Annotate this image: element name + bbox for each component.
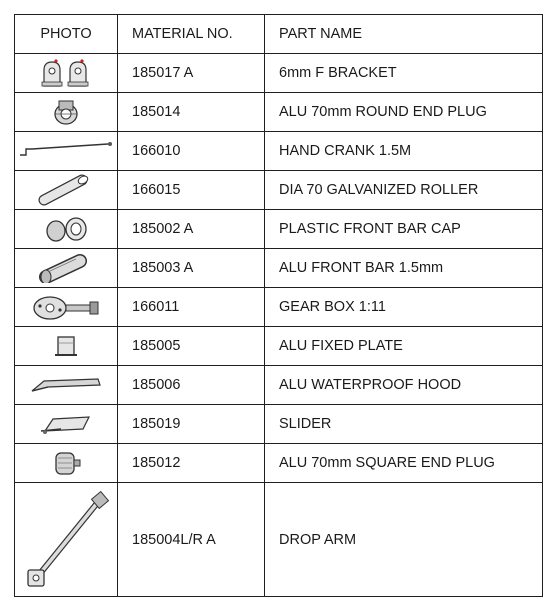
- material-no-cell: 185019: [118, 405, 265, 444]
- slider-icon: [31, 411, 101, 437]
- photo-cell: [15, 405, 118, 444]
- header-material-no: MATERIAL NO.: [118, 15, 265, 54]
- hand-crank-icon: [16, 139, 116, 163]
- photo-cell: [15, 132, 118, 171]
- material-no-cell: 185004L/R A: [118, 483, 265, 597]
- photo-cell: [15, 210, 118, 249]
- photo-cell: [15, 249, 118, 288]
- photo-cell: [15, 171, 118, 210]
- part-name-cell: ALU 70mm SQUARE END PLUG: [265, 444, 543, 483]
- material-no-cell: 185012: [118, 444, 265, 483]
- table-row: [15, 483, 543, 597]
- table-row: [15, 327, 543, 366]
- roller-tube-icon: [36, 174, 96, 206]
- part-name-cell: ALU 70mm ROUND END PLUG: [265, 93, 543, 132]
- material-no-cell: 185002 A: [118, 210, 265, 249]
- photo-cell: [15, 327, 118, 366]
- material-no-cell: 185003 A: [118, 249, 265, 288]
- photo-cell: [15, 366, 118, 405]
- part-name-cell: DROP ARM: [265, 483, 543, 597]
- part-name-cell: GEAR BOX 1:11: [265, 288, 543, 327]
- bracket-icon: [36, 58, 96, 88]
- part-name-cell: ALU FIXED PLATE: [265, 327, 543, 366]
- table-row: [15, 444, 543, 483]
- drop-arm-icon: [18, 488, 114, 592]
- part-name-cell: SLIDER: [265, 405, 543, 444]
- photo-cell: [15, 93, 118, 132]
- material-no-cell: 185017 A: [118, 54, 265, 93]
- square-end-plug-icon: [46, 448, 86, 478]
- part-name-cell: HAND CRANK 1.5M: [265, 132, 543, 171]
- front-bar-icon: [36, 253, 96, 283]
- fixed-plate-icon: [48, 331, 84, 361]
- part-name-cell: DIA 70 GALVANIZED ROLLER: [265, 171, 543, 210]
- part-name-cell: PLASTIC FRONT BAR CAP: [265, 210, 543, 249]
- photo-cell: [15, 288, 118, 327]
- material-no-cell: 166011: [118, 288, 265, 327]
- table-row: [15, 288, 543, 327]
- material-no-cell: 185005: [118, 327, 265, 366]
- material-no-cell: 185006: [118, 366, 265, 405]
- gear-box-icon: [26, 292, 106, 322]
- parts-table: [14, 14, 543, 597]
- table-row: [15, 249, 543, 288]
- table-row: [15, 54, 543, 93]
- table-row: [15, 132, 543, 171]
- header-part-name: PART NAME: [265, 15, 543, 54]
- table-row: [15, 210, 543, 249]
- part-name-cell: ALU FRONT BAR 1.5mm: [265, 249, 543, 288]
- header-photo: PHOTO: [15, 15, 118, 54]
- material-no-cell: 166010: [118, 132, 265, 171]
- waterproof-hood-icon: [26, 373, 106, 397]
- table-row: [15, 93, 543, 132]
- part-name-cell: 6mm F BRACKET: [265, 54, 543, 93]
- table-header-row: [15, 15, 543, 54]
- table-row: [15, 405, 543, 444]
- front-bar-cap-icon: [38, 214, 94, 244]
- material-no-cell: 185014: [118, 93, 265, 132]
- part-name-cell: ALU WATERPROOF HOOD: [265, 366, 543, 405]
- photo-cell: [15, 483, 118, 597]
- round-end-plug-icon: [46, 97, 86, 127]
- photo-cell: [15, 444, 118, 483]
- table-row: [15, 171, 543, 210]
- material-no-cell: 166015: [118, 171, 265, 210]
- photo-cell: [15, 54, 118, 93]
- table-row: [15, 366, 543, 405]
